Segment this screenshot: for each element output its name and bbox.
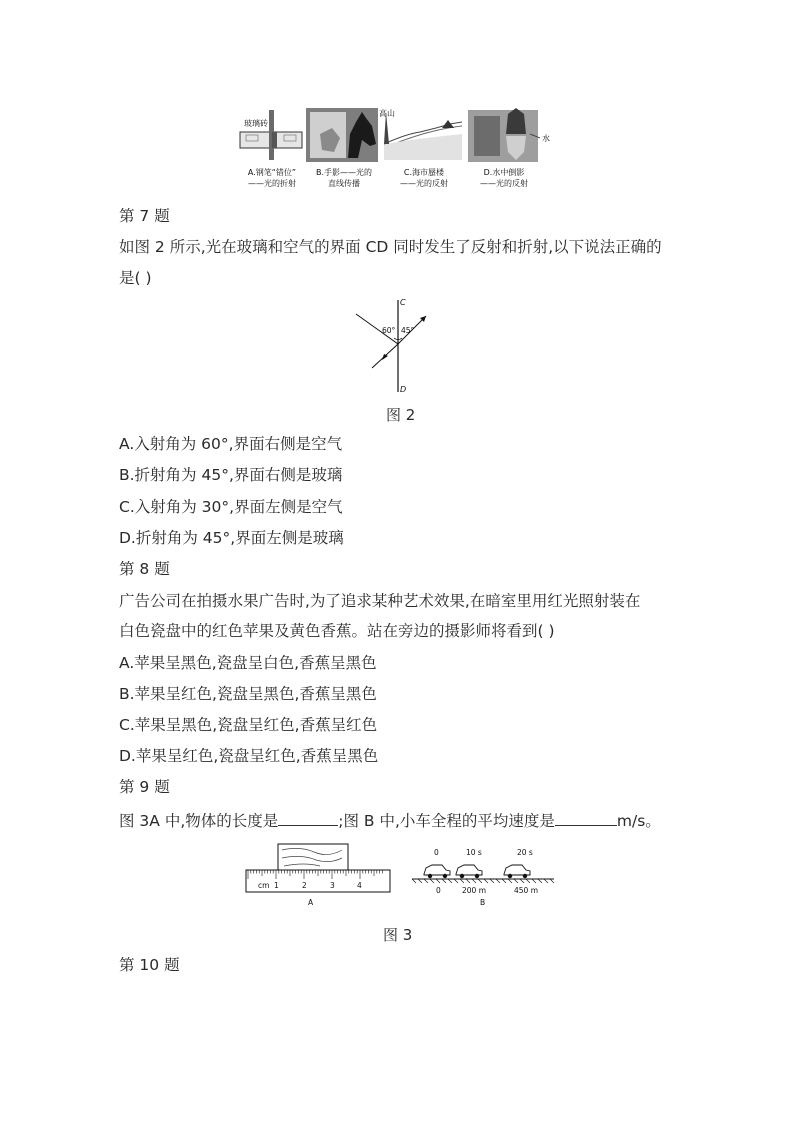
distance-label-450m: 450 m (514, 886, 539, 895)
time-label-10s: 10 s (466, 848, 482, 857)
distance-label-200m: 200 m (462, 886, 487, 895)
mountain-label: 高山 (379, 109, 395, 118)
incident-arrow-icon (382, 354, 388, 360)
cars-figure (408, 846, 558, 908)
q9-stem (119, 810, 661, 831)
panel-c-caption: C.海市蜃楼 ——光的反射 (400, 168, 448, 188)
q8-stem-line1: 广告公司在拍摄水果广告时,为了追求某种艺术效果,在暗室里用红光照射装在 (119, 592, 641, 610)
q9-stem-part3: m/s。 (616, 812, 661, 830)
figure-2-caption: 图 2 (386, 406, 416, 424)
q7-option-d: D.折射角为 45°,界面左侧是玻璃 (119, 529, 344, 547)
answer-blank-length[interactable] (278, 810, 338, 826)
q8-option-d: D.苹果呈红色,瓷盘呈红色,香蕉呈黑色 (119, 747, 379, 765)
q7-stem-line2: 是( ) (119, 269, 152, 287)
panel-b-hand-shadow (306, 108, 378, 162)
q9-heading: 第 9 题 (119, 778, 170, 796)
label-d: D (400, 385, 407, 394)
q10-heading: 第 10 题 (119, 956, 180, 974)
optics-panels-image (236, 104, 561, 166)
answer-blank-speed[interactable] (555, 810, 617, 826)
glass-brick-label: 玻璃砖 (244, 119, 268, 128)
label-60-degrees: 60° (382, 326, 396, 335)
ruler-tick-label-4: 4 (357, 881, 362, 890)
panel-b-caption: B.手影——光的 直线传播 (315, 168, 373, 188)
distance-label-0: 0 (436, 886, 441, 895)
q7-option-b: B.折射角为 45°,界面右侧是玻璃 (119, 466, 343, 484)
car-icon-10s (456, 865, 482, 878)
figure-3-caption: 图 3 (383, 926, 413, 944)
q9-stem-part1: 图 3A 中,物体的长度是 (119, 812, 279, 830)
q7-option-a: A.入射角为 60°,界面右侧是空气 (119, 435, 343, 453)
water-label: 水 (542, 134, 550, 143)
q8-heading: 第 8 题 (119, 560, 170, 578)
panel-d-caption: D.水中倒影 ——光的反射 (480, 168, 528, 188)
panel-a-glass-pen (240, 110, 302, 160)
panel-d-water-reflection (468, 108, 540, 162)
panel-a-caption: A.钢笔“错位” ——光的折射 (247, 168, 297, 188)
q8-option-b: B.苹果呈红色,瓷盘呈黑色,香蕉呈黑色 (119, 685, 377, 703)
ruler-tick-label-2: 2 (302, 881, 307, 890)
q8-stem-line2: 白色瓷盘中的红色苹果及黄色香蕉。站在旁边的摄影师将看到( ) (119, 622, 555, 640)
refraction-diagram (354, 296, 444, 396)
figure-a-label: A (308, 898, 314, 907)
road-hatching (412, 879, 554, 883)
time-label-20s: 20 s (517, 848, 533, 857)
q7-heading: 第 7 题 (119, 207, 170, 225)
q8-option-a: A.苹果呈黑色,瓷盘呈白色,香蕉呈黑色 (119, 654, 377, 672)
label-45-degrees: 45° (401, 326, 415, 335)
ruler-figure (244, 842, 394, 908)
car-icon-20s (504, 865, 530, 878)
q7-option-c: C.入射角为 30°,界面左侧是空气 (119, 498, 343, 516)
car-icon-start (424, 865, 450, 878)
ruler-unit-label: cm (258, 881, 270, 890)
figure-b-label: B (480, 898, 486, 907)
q8-option-c: C.苹果呈黑色,瓷盘呈红色,香蕉呈红色 (119, 716, 378, 734)
q7-stem-line1: 如图 2 所示,光在玻璃和空气的界面 CD 同时发生了反射和折射,以下说法正确的 (119, 238, 662, 256)
label-c: C (400, 298, 406, 307)
optics-phenomena-figure (236, 104, 561, 194)
q9-stem-part2: ;图 B 中,小车全程的平均速度是 (338, 812, 555, 830)
panel-c-mirage (384, 112, 462, 160)
ruler-tick-label-1: 1 (274, 881, 279, 890)
time-label-0: 0 (434, 848, 439, 857)
ruler-tick-label-3: 3 (330, 881, 335, 890)
